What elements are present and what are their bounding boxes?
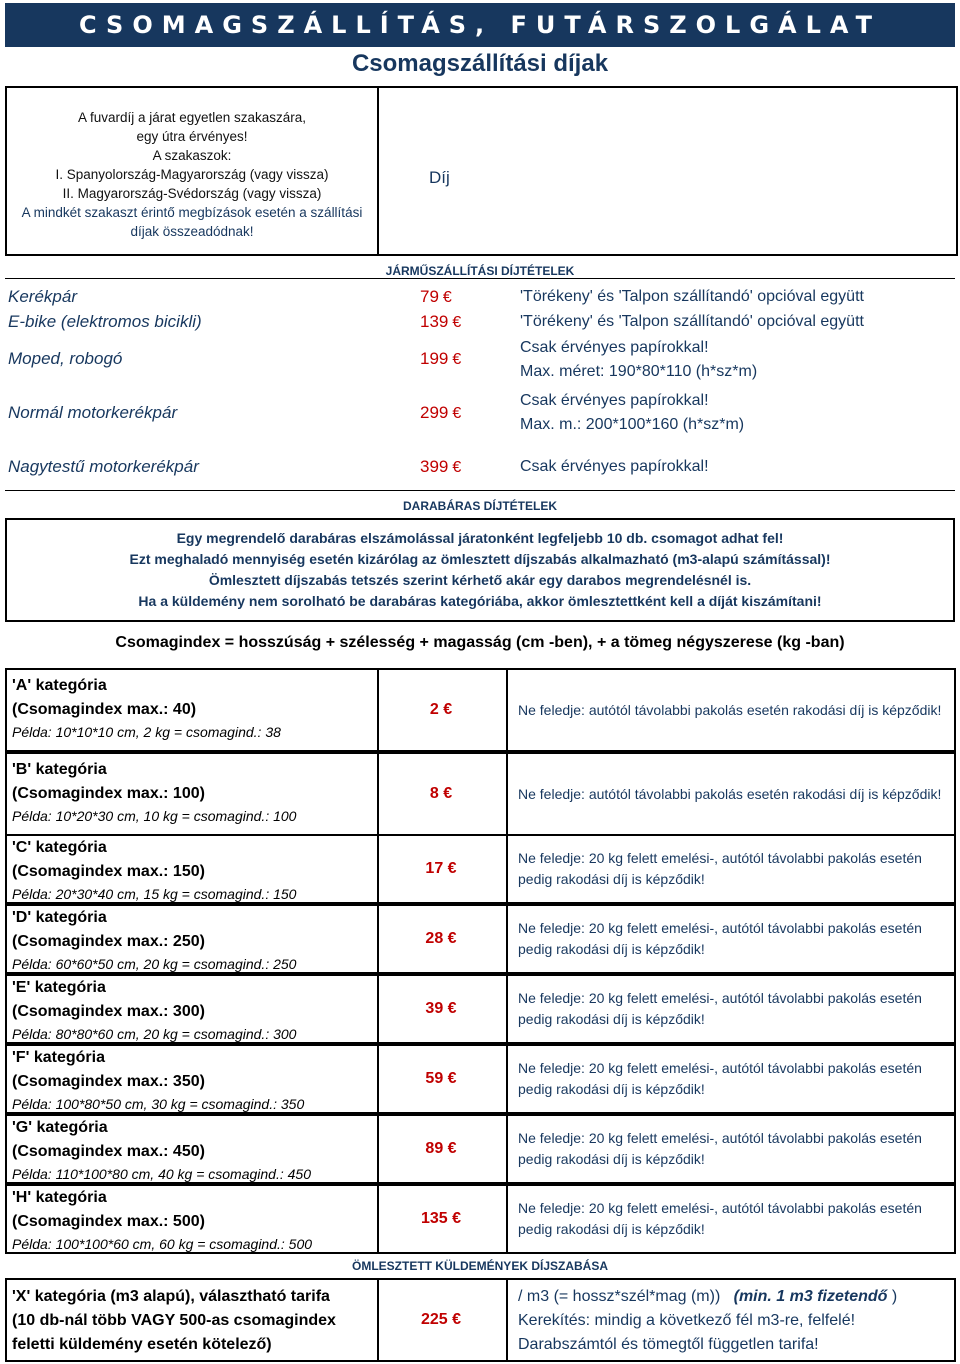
info-line: I. Spanyolország-Magyarország (vagy vissza) — [55, 167, 329, 182]
category-note: Ne feledje: 20 kg felett emelési-, autótól távolabbi pakolás esetén pedig rakodási díj is képződik! — [508, 1114, 956, 1184]
category-price: 89 € — [376, 1114, 508, 1184]
piece-section-title: DARABÁRAS DÍJTÉTELEK — [402, 499, 557, 513]
vehicle-note: Csak érvényes papírokkal! — [520, 458, 709, 475]
piece-rule: Ömlesztett díjszabás tetszés szerint kérhető akár egy darabos megrendelésnél is. — [208, 572, 752, 588]
page-title-banner — [5, 3, 955, 47]
category-note: Ne feledje: 20 kg felett emelési-, autótól távolabbi pakolás esetén pedig rakodási díj is képződik! — [508, 974, 956, 1044]
category-cell: 'C' kategória (Csomagindex max.: 150) Példa: 20*30*40 cm, 15 kg = csomagind.: 150 — [5, 834, 379, 904]
category-price: 2 € — [376, 668, 508, 752]
vehicle-price: 79 € — [420, 287, 452, 306]
vehicle-label: Moped, robogó — [8, 349, 123, 368]
bulk-note: / m3 (= hossz*szél*mag (m)) (min. 1 m3 fizetendő ) Kerekítés: mindig a következő fél m3-re, felfelé! Darabszámtól és tömegtől független tarifa! — [508, 1278, 956, 1362]
info-line: egy útra érvényes! — [136, 129, 248, 144]
vehicle-label: Nagytestű motorkerékpár — [8, 457, 199, 476]
category-cell: 'A' kategória (Csomagindex max.: 40) Példa: 10*10*10 cm, 2 kg = csomagind.: 38 — [5, 668, 379, 752]
info-line: A mindkét szakaszt érintő megbízások esetén a szállítási — [21, 205, 363, 220]
category-price: 28 € — [376, 904, 508, 974]
category-cell: 'G' kategória (Csomagindex max.: 450) Példa: 110*100*80 cm, 40 kg = csomagind.: 450 — [5, 1114, 379, 1184]
info-line: II. Magyarország-Svédország (vagy vissza) — [62, 186, 322, 201]
euro-icon: € — [452, 351, 462, 368]
info-line: A szakaszok: — [152, 148, 232, 163]
category-cell: 'H' kategória (Csomagindex max.: 500) Példa: 100*100*60 cm, 60 kg = csomagind.: 500 — [5, 1184, 379, 1254]
piece-rules-box — [5, 518, 955, 622]
euro-icon: € — [443, 785, 453, 802]
vehicle-note: Csak érvényes papírokkal! Max. méret: 190*80*110 (h*sz*m) — [520, 339, 758, 380]
euro-icon: € — [447, 930, 457, 947]
vehicle-note: 'Törékeny' és 'Talpon szállítandó' opcióval együtt — [520, 288, 864, 305]
vehicle-section-title: JÁRMŰSZÁLLÍTÁSI DÍJTÉTELEK — [385, 264, 575, 278]
category-price: 8 € — [376, 752, 508, 836]
vehicle-note: Csak érvényes papírokkal! Max. m.: 200*100*160 (h*sz*m) — [520, 392, 745, 433]
info-line: A fuvardíj a járat egyetlen szakaszára, — [77, 110, 307, 125]
bulk-category-cell: 'X' kategória (m3 alapú), választható tarifa (10 db-nál több VAGY 500-as csomagindex feletti küldemény esetén kötelező) — [5, 1278, 379, 1362]
euro-icon: € — [447, 1140, 457, 1157]
category-cell: 'B' kategória (Csomagindex max.: 100) Példa: 10*20*30 cm, 10 kg = csomagind.: 100 — [5, 752, 379, 836]
category-note: Ne feledje: autótól távolabbi pakolás esetén rakodási díj is képződik! — [508, 668, 956, 752]
category-note: Ne feledje: 20 kg felett emelési-, autótól távolabbi pakolás esetén pedig rakodási díj is képződik! — [508, 904, 956, 974]
category-cell: 'F' kategória (Csomagindex max.: 350) Példa: 100*80*50 cm, 30 kg = csomagind.: 350 — [5, 1044, 379, 1114]
euro-icon: € — [447, 1070, 457, 1087]
vehicle-label: Kerékpár — [8, 287, 77, 306]
divider — [5, 278, 955, 279]
euro-icon: € — [452, 405, 462, 422]
euro-icon: € — [452, 1311, 462, 1328]
category-price: 39 € — [376, 974, 508, 1044]
piece-rule: Ezt meghaladó mennyiség esetén kizárólag az ömlesztett díjszabás alkalmazható (m3-alapú számítással)! — [129, 551, 831, 567]
route-info-box — [5, 86, 379, 256]
euro-icon: € — [452, 314, 462, 331]
info-line: díjak összeadódnak! — [130, 224, 254, 239]
bulk-price: 225 € — [376, 1278, 508, 1362]
vehicle-note: 'Törékeny' és 'Talpon szállítandó' opcióval együtt — [520, 313, 864, 330]
piece-rule: Egy megrendelő darabáras elszámolással járatonként legfeljebb 10 db. csomagot adhat fel! — [176, 530, 784, 546]
fee-header: Díj — [429, 168, 450, 187]
euro-icon: € — [452, 1210, 462, 1227]
vehicle-price: 139 € — [420, 312, 462, 331]
page-subtitle: Csomagszállítási díjak — [351, 50, 609, 77]
category-cell: 'D' kategória (Csomagindex max.: 250) Példa: 60*60*50 cm, 20 kg = csomagind.: 250 — [5, 904, 379, 974]
category-note: Ne feledje: autótól távolabbi pakolás esetén rakodási díj is képződik! — [508, 752, 956, 836]
vehicle-price: 199 € — [420, 349, 462, 368]
euro-icon: € — [447, 860, 457, 877]
euro-icon: € — [442, 289, 452, 306]
page-title: CSOMAGSZÁLLÍTÁS, FUTÁRSZOLGÁLAT — [79, 11, 881, 39]
category-note: Ne feledje: 20 kg felett emelési-, autótól távolabbi pakolás esetén pedig rakodási díj is képződik! — [508, 1184, 956, 1254]
category-note: Ne feledje: 20 kg felett emelési-, autótól távolabbi pakolás esetén pedig rakodási díj is képződik! — [508, 1044, 956, 1114]
euro-icon: € — [447, 1000, 457, 1017]
category-cell: 'E' kategória (Csomagindex max.: 300) Példa: 80*80*60 cm, 20 kg = csomagind.: 300 — [5, 974, 379, 1044]
category-price: 17 € — [376, 834, 508, 904]
bulk-section-title: ÖMLESZTETT KÜLDEMÉNYEK DÍJSZABÁSA — [351, 1259, 608, 1273]
euro-icon: € — [452, 459, 462, 476]
divider — [5, 490, 955, 491]
vehicle-label: Normál motorkerékpár — [8, 403, 178, 422]
vehicle-price: 299 € — [420, 403, 462, 422]
vehicle-price: 399 € — [420, 457, 462, 476]
vehicle-label: E-bike (elektromos bicikli) — [8, 312, 202, 331]
category-price: 135 € — [376, 1184, 508, 1254]
fee-header-box — [376, 86, 958, 256]
category-price: 59 € — [376, 1044, 508, 1114]
piece-rule: Ha a küldemény nem sorolható be darabáras kategóriába, akkor ömlesztettként kell a díját kiszámítani! — [138, 593, 822, 609]
category-note: Ne feledje: 20 kg felett emelési-, autótól távolabbi pakolás esetén pedig rakodási díj is képződik! — [508, 834, 956, 904]
euro-icon: € — [443, 701, 453, 718]
package-index-formula: Csomagindex = hosszúság + szélesség + magasság (cm -ben), + a tömeg négyszerese (kg -ban) — [115, 634, 845, 651]
